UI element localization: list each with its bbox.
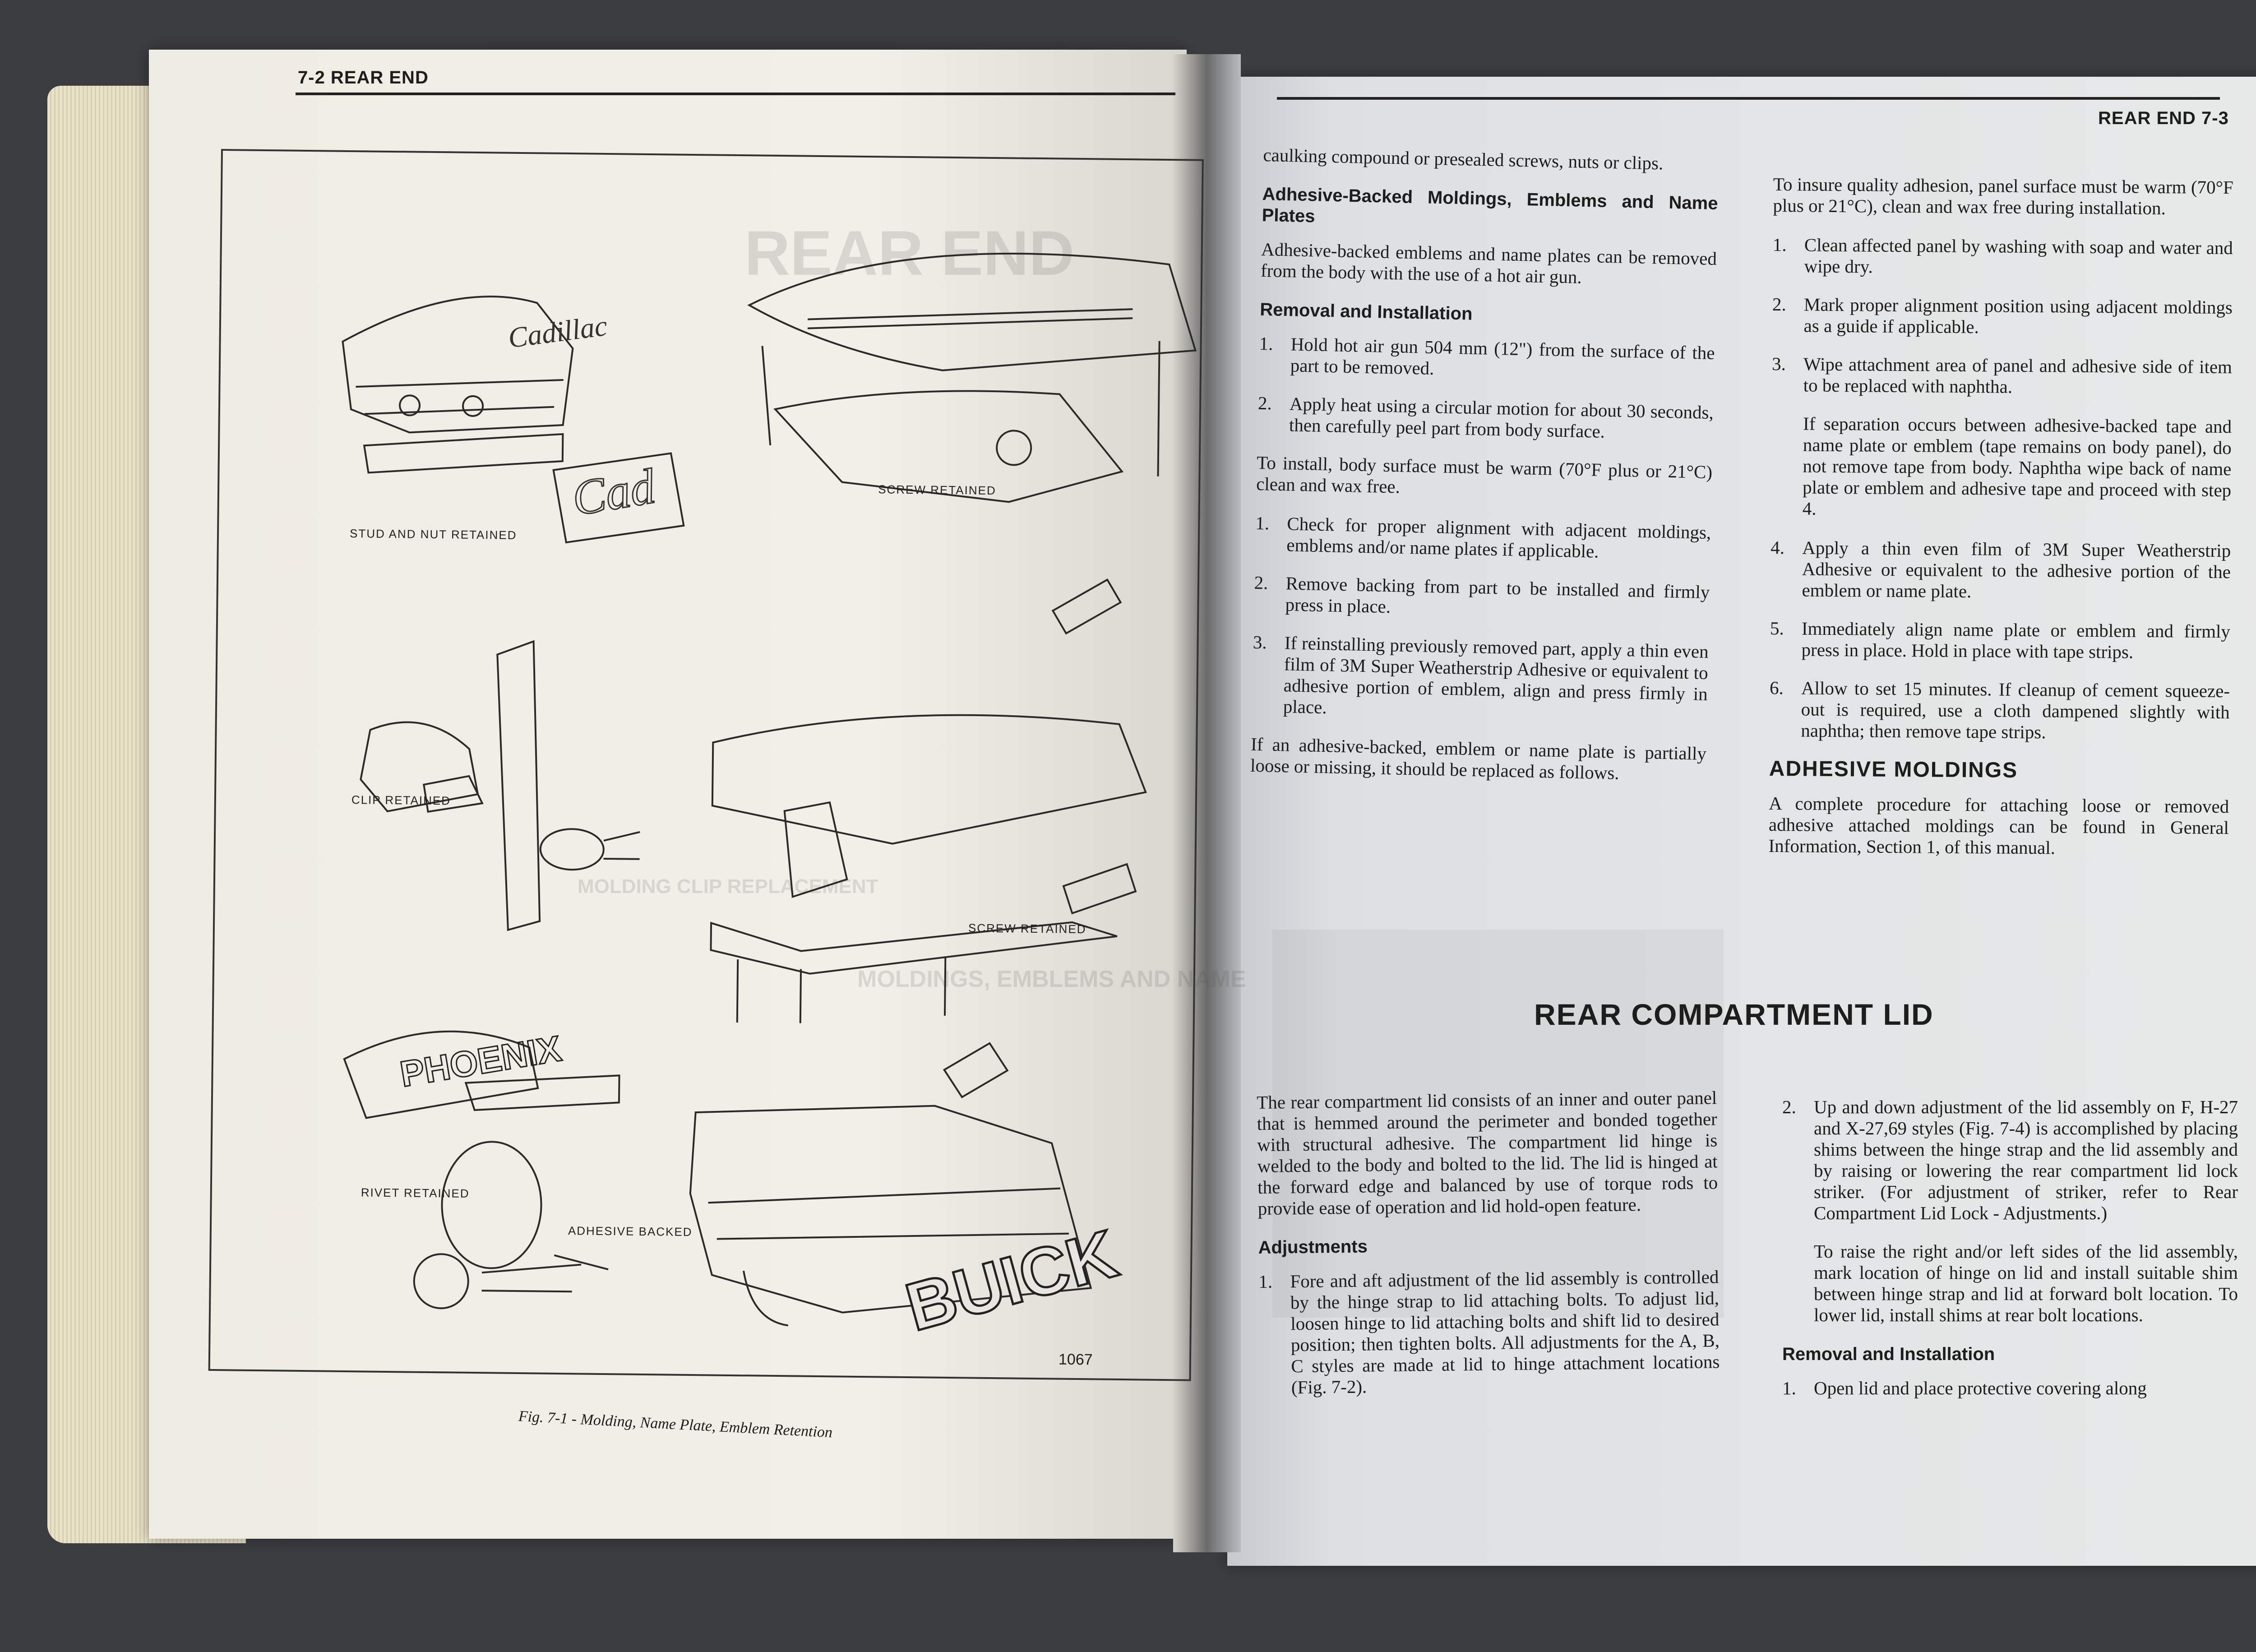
left-header-rule [296,93,1175,95]
list-item: 2. Remove backing from part to be installed and firmly press in place. [1254,572,1710,617]
heading-adjustments: Adjustments [1258,1236,1368,1258]
cad-emblem: Cad [568,458,659,526]
show-through-text: REAR END [744,217,1075,288]
list-item: 2. Mark proper alignment position using adjacent moldings as a guide if applicable. [1772,293,2233,338]
figure-caption: Fig. 7-1 - Molding, Name Plate, Emblem Retention [518,1408,833,1441]
paragraph-separation: If separation occurs between adhesive-backed tape and name plate or emblem (tape remains on body panel), do not remove tape from body. Naphtha wipe back of name plate or emblem and adhesive tape and proceed with step 4. [1802,413,2232,519]
phoenix-emblem: PHOENIX [397,1028,564,1095]
paragraph-quality: To insure quality adhesion, panel surface must be warm (70°F plus or 21°C), clean and wax free during installation. [1773,174,2233,219]
figure-7-1-illustration [210,151,1202,1379]
heading-adhesive-backed: Adhesive-Backed Moldings, Emblems and Name Plates [1262,184,1718,227]
heading-adhesive-moldings: ADHESIVE MOLDINGS [1769,756,2018,782]
right-column-3 [1257,1087,1720,1416]
list-item: 1. Fore and aft adjustment of the lid assembly is controlled by the hinge strap to lid attaching bolts. To adjust lid, loosen hinge to lid attaching bolts and shift lid to desired position; then tighten bolts. All adjustments for the A, B, C styles are made at lid to hinge attachment locations (Fig. 7-2). [1258,1266,1720,1398]
show-through-text: MOLDING CLIP REPLACEMENT [578,875,878,898]
left-page-header: 7-2 REAR END [298,68,429,88]
list-item: 3. Wipe attachment area of panel and adhesive side of item to be replaced with naphtha. [1771,353,2233,397]
list-item: 3. If reinstalling previously removed part, apply a thin even film of 3M Super Weatherstrip Adhesive or equivalent to adhesive portion of emblem, align and press firmly in place. [1253,631,1709,718]
list-item: 1. Hold hot air gun 504 mm (12") from the surface of the part to be removed. [1259,333,1715,379]
label-adhesive-backed: ADHESIVE BACKED [568,1224,693,1239]
list-item: 2. Apply heat using a circular motion for about 30 seconds, then carefully peel part from body surface. [1257,392,1714,442]
list-item: 5. Immediately align name plate or emblem and firmly press in place. Hold in place with tape strips. [1770,617,2231,662]
heading-removal-installation: Removal and Installation [1259,299,1473,324]
heading-removal-installation-2: Removal and Installation [1782,1344,1995,1364]
right-page-header: REAR END 7-3 [2098,108,2229,128]
buick-emblem: BUICK [898,1215,1125,1346]
show-through-text: MOLDINGS, EMBLEMS AND NAME [857,966,1246,992]
cadillac-emblem: Cadillac [506,309,609,354]
list-item: 2. Up and down adjustment of the lid assembly on F, H-27 and X-27,69 styles (Fig. 7-4) is accomplished by placing shims between the hinge strap and the lid assembly and by raising or lowering the rear compartment lid lock striker. (For adjustment of striker, refer to Rear Compartment Lid Lock - Adjustments.) [1782,1097,2238,1223]
label-clip-retained: CLIP RETAINED [351,793,451,808]
label-screw-retained-1: SCREW RETAINED [878,482,996,498]
section-title-rear-compartment-lid: REAR COMPARTMENT LID [1534,998,1934,1031]
label-screw-retained-2: SCREW RETAINED [968,921,1086,936]
label-rivet-retained: RIVET RETAINED [361,1185,470,1200]
label-stud-and-nut-retained: STUD AND NUT RETAINED [349,527,517,542]
right-column-2 [1768,174,2233,878]
figure-7-1-frame [208,149,1204,1381]
paragraph-continued: caulking compound or presealed screws, nuts or clips. [1263,144,1664,174]
list-item: 1. Check for proper alignment with adjacent moldings, emblems and/or name plates if applicable. [1255,512,1711,562]
paragraph-adhesive-moldings: A complete procedure for attaching loose or removed adhesive attached moldings can be found in General Information, Section 1, of this manual. [1768,792,2229,858]
list-item: 6. Allow to set 15 minutes. If cleanup of cement squeeze-out is required, use a cloth dampened slightly with naphtha; then remove tape strips. [1769,677,2230,743]
right-column-4 [1782,1097,2238,1416]
list-item: 1. Clean affected panel by washing with soap and water and wipe dry. [1772,234,2233,277]
list-item: 1. Open lid and place protective covering along [1782,1378,2147,1398]
paragraph-raise-lid: To raise the right and/or left sides of the lid assembly, mark location of hinge on lid and install suitable shim between hinge strap and lid at forward bolt location. To lower lid, install shims at rear bolt locations. [1814,1241,2238,1325]
paragraph-adhesive-backed: Adhesive-backed emblems and name plates can be removed from the body with the use of a hot air gun. [1260,238,1717,287]
paragraph-if-loose: If an adhesive-backed, emblem or name plate is partially loose or missing, it should be replaced as follows. [1250,733,1707,783]
paragraph-lid-intro: The rear compartment lid consists of an inner and outer panel that is hemmed around the perimeter and bonded together with structural adhesive. The compartment lid hinge is welded to the body and bolted to the lid. The lid is hinged at the forward edge and balanced by use of torque rods to provide ease of operation and lid hold-open feature. [1257,1087,1718,1219]
right-column-1 [1250,144,1719,804]
right-header-rule [1277,97,2220,100]
paragraph-to-install: To install, body surface must be warm (70°F plus or 21°C) clean and wax free. [1256,452,1713,497]
figure-number: 1067 [1058,1351,1093,1369]
list-item: 4. Apply a thin even film of 3M Super Weatherstrip Adhesive or equivalent to the adhesive portion of the emblem or name plate. [1771,537,2231,602]
